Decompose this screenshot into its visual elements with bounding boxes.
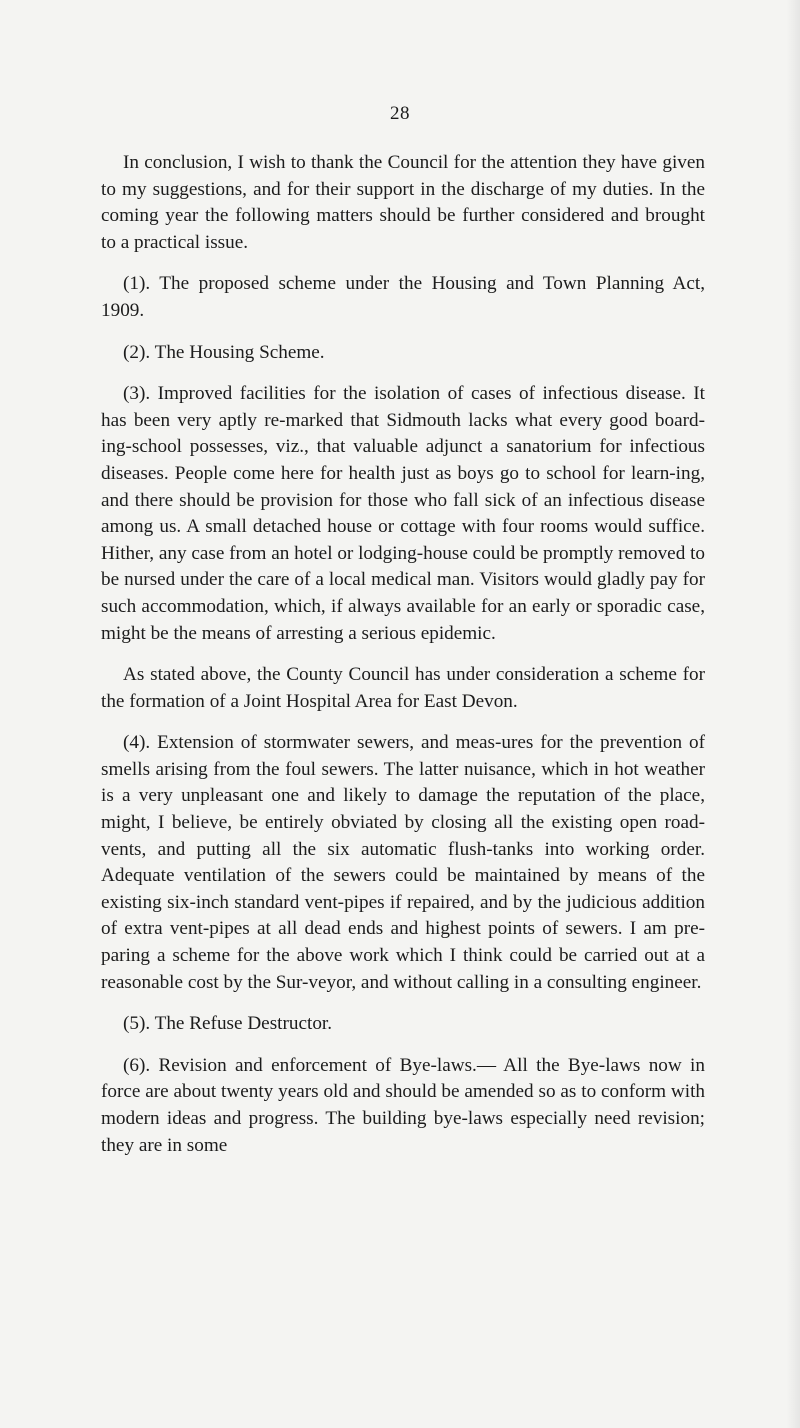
- page-edge-shadow: [786, 0, 800, 1428]
- paragraph-item-5: (5). The Refuse Destructor.: [123, 1013, 333, 1035]
- paragraph-item-6: (6). Revision and enforcement of Bye-laws.— All the Bye-laws now in force are about twenty years old and should be amended so as to conform with modern ideas and progress. The building bye-laws especially need revision; they are in some: [101, 1054, 705, 1156]
- document-body: [101, 150, 705, 1174]
- paragraph-item-1: (1). The proposed scheme under the Housing and Town Planning Act, 1909.: [101, 273, 705, 321]
- paragraph-joint-hospital: As stated above, the County Council has under consideration a scheme for the formation of a Joint Hospital Area for East Devon.: [101, 664, 705, 712]
- paragraph-item-4: (4). Extension of stormwater sewers, and meas-ures for the prevention of smells arising from the foul sewers. The latter nuisance, which in hot weather is a very unpleasant one and likely to damage the reputation of the place, might, I believe, be entirely obviated by closing all the existing open road-vents, and putting all the six automatic flush-tanks into working order. Adequate ventilation of the sewers could be maintained by means of the existing six-inch standard vent-pipes if repaired, and by the judicious addition of extra vent-pipes at all dead ends and highest points of sewers. I am pre-paring a scheme for the above work which I think could be carried out at a reasonable cost by the Sur-veyor, and without calling in a consulting engineer.: [101, 732, 705, 993]
- paragraph-conclusion: In conclusion, I wish to thank the Council for the attention they have given to my suggestions, and for their support in the discharge of my duties. In the coming year the following matters should be further considered and brought to a practical issue.: [101, 152, 705, 253]
- page-number: 28: [390, 103, 410, 124]
- paragraph-item-3: (3). Improved facilities for the isolation of cases of infectious disease. It has been very aptly re-marked that Sidmouth lacks what every good board-ing-school possesses, viz., that valuable adjunct a sanatorium for infectious diseases. People come here for health just as boys go to school for learn-ing, and there should be provision for those who fall sick of an infectious disease among us. A small detached house or cottage with four rooms would suffice. Hither, any case from an hotel or lodging-house could be promptly removed to be nursed under the care of a local medical man. Visitors would gladly pay for such accommodation, which, if always available for an early or sporadic case, might be the means of arresting a serious epidemic.: [101, 383, 706, 644]
- paragraph-item-2: (2). The Housing Scheme.: [123, 341, 325, 363]
